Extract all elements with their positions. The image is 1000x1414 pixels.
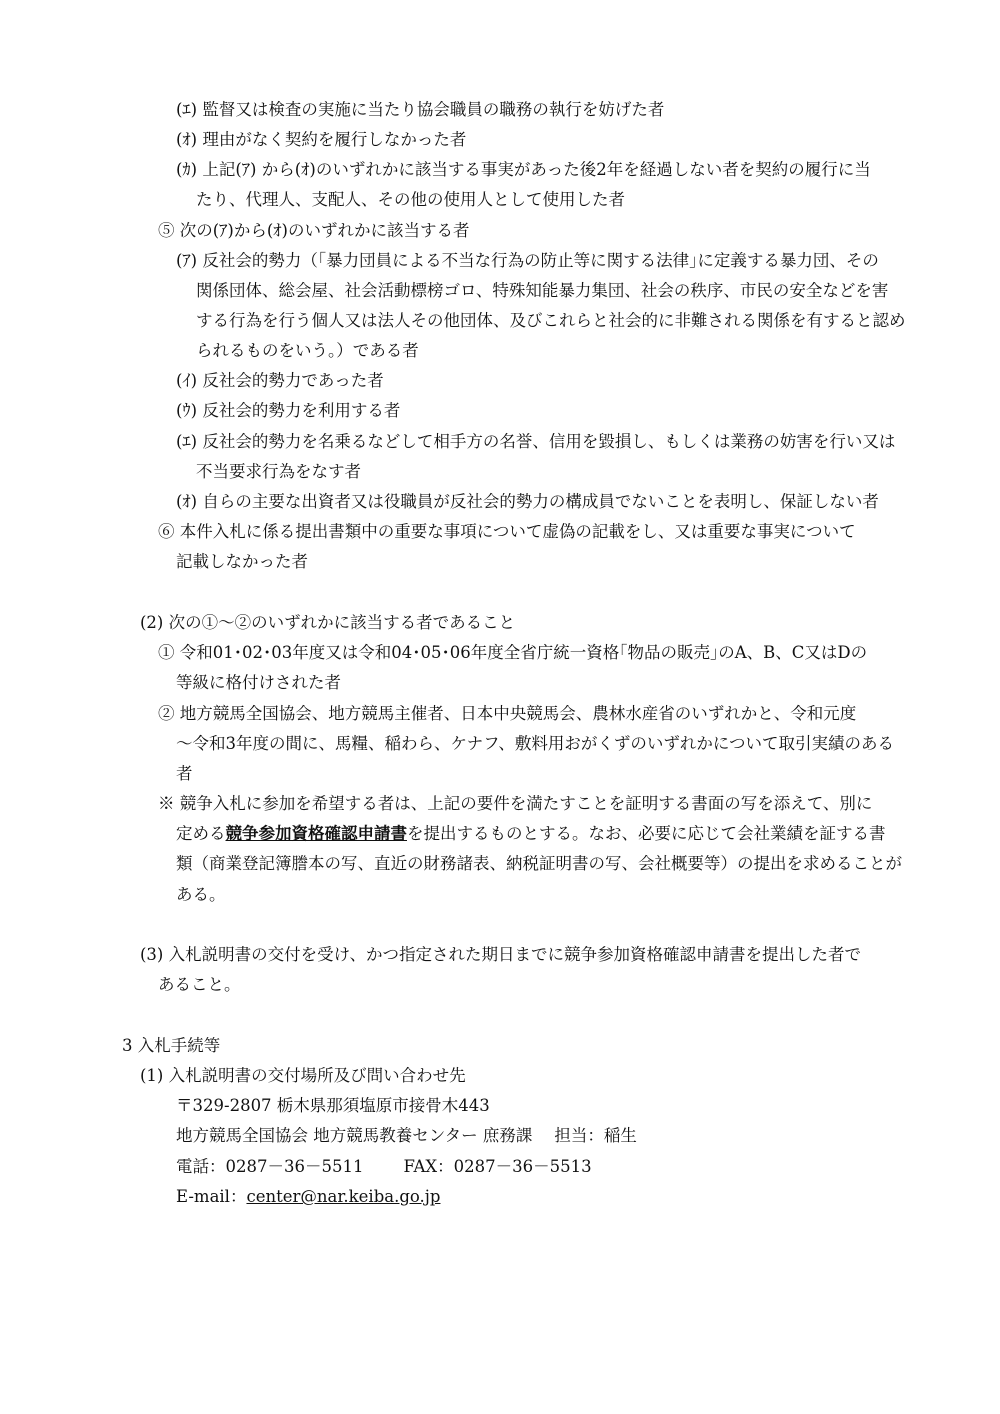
phone-number: 電話：0287－36－5511 [176,1157,364,1176]
item5-a-line1: (ｱ) 反社会的勢力（｢暴力団員による不当な行為の防止等に関する法律｣に定義する暴力団、その [176,251,879,270]
organization [176,1125,637,1147]
note-line2 [176,823,886,845]
organization-name: 地方競馬全国協会 地方競馬教養センター 庶務課 [176,1126,533,1145]
section-3-heading: 3 入札手続等 [122,1036,221,1055]
condition1-line1: ① 令和01･02･03年度又は令和04･05･06年度全省庁統一資格｢物品の販売｣のA、B、C又はDの [158,643,868,662]
section-2-3-line1: (3) 入札説明書の交付を受け、かつ指定された期日までに競争参加資格確認申請書を提出した者で [140,945,861,964]
item6-line1: ⑥ 本件入札に係る提出書類中の重要な事項について虚偽の記載をし、又は重要な事実について [158,522,856,541]
email-label: E-mail： [176,1187,247,1206]
item5-o: (ｵ) 自らの主要な出資者又は役職員が反社会的勢力の構成員でないことを表明し、保証しない者 [176,492,879,511]
item6-line2: 記載しなかった者 [176,552,308,571]
item5-a-line3: する行為を行う個人又は法人その他団体、及びこれらと社会的に非難される関係を有すると認め [196,311,906,330]
item5-e-line2: 不当要求行為をなす者 [196,462,361,481]
email-line [176,1186,440,1208]
item5-a-line2: 関係団体、総会屋、社会活動標榜ゴロ、特殊知能暴力集団、社会の秩序、市民の安全などを害 [196,281,889,300]
note-line2-post: を提出するものとする。なお、必要に応じて会社業績を証する書 [407,824,886,843]
fax-number: FAX：0287－36－5513 [403,1157,592,1176]
application-form-name: 競争参加資格確認申請書 [225,824,407,843]
item5-u: (ｳ) 反社会的勢力を利用する者 [176,401,401,420]
condition1-line2: 等級に格付けされた者 [176,673,341,692]
contact-person: 担当：稲生 [554,1126,637,1145]
phone-fax [176,1156,592,1178]
condition2-line2: ～令和3年度の間に、馬糧、稲わら、ケナフ、敷料用おがくずのいずれかについて取引実績のある [176,734,895,753]
condition2-line3: 者 [176,764,193,783]
section-2-2-heading: (2) 次の①～②のいずれかに該当する者であること [140,613,516,632]
note-line2-pre: 定める [176,824,226,843]
condition2-line1: ② 地方競馬全国協会、地方競馬主催者、日本中央競馬会、農林水産省のいずれかと、令和元度 [158,704,857,723]
note-line4: ある。 [176,885,226,904]
item5-a-line4: られるものをいう。）である者 [196,341,419,360]
item4-o: (ｵ) 理由がなく契約を履行しなかった者 [176,130,467,149]
item5-e-line1: (ｴ) 反社会的勢力を名乗るなどして相手方の名誉、信用を毀損し、もしくは業務の妨害を行い又は [176,432,896,451]
item4-e: (ｴ) 監督又は検査の実施に当たり協会職員の職務の執行を妨げた者 [176,100,665,119]
postal-address: 〒329-2807 栃木県那須塩原市接骨木443 [176,1096,490,1115]
item4-ka-line1: (ｶ) 上記(ｱ) から(ｵ)のいずれかに該当する事実があった後2年を経過しない者を契約の履行に当 [176,160,871,179]
section-2-3-line2: あること。 [158,975,241,994]
note-line1: ※ 競争入札に参加を希望する者は、上記の要件を満たすことを証明する書面の写を添えて、別に [158,794,873,813]
section-3-1-heading: (1) 入札説明書の交付場所及び問い合わせ先 [140,1066,466,1085]
item5-i: (ｲ) 反社会的勢力であった者 [176,371,384,390]
email-link[interactable]: center@nar.keiba.go.jp [246,1187,441,1206]
item4-ka-line2: たり、代理人、支配人、その他の使用人として使用した者 [196,190,625,209]
note-line3: 類（商業登記簿謄本の写、直近の財務諸表、納税証明書の写、会社概要等）の提出を求めることが [176,854,902,873]
item5-heading: ⑤ 次の(ｱ)から(ｵ)のいずれかに該当する者 [158,221,470,240]
